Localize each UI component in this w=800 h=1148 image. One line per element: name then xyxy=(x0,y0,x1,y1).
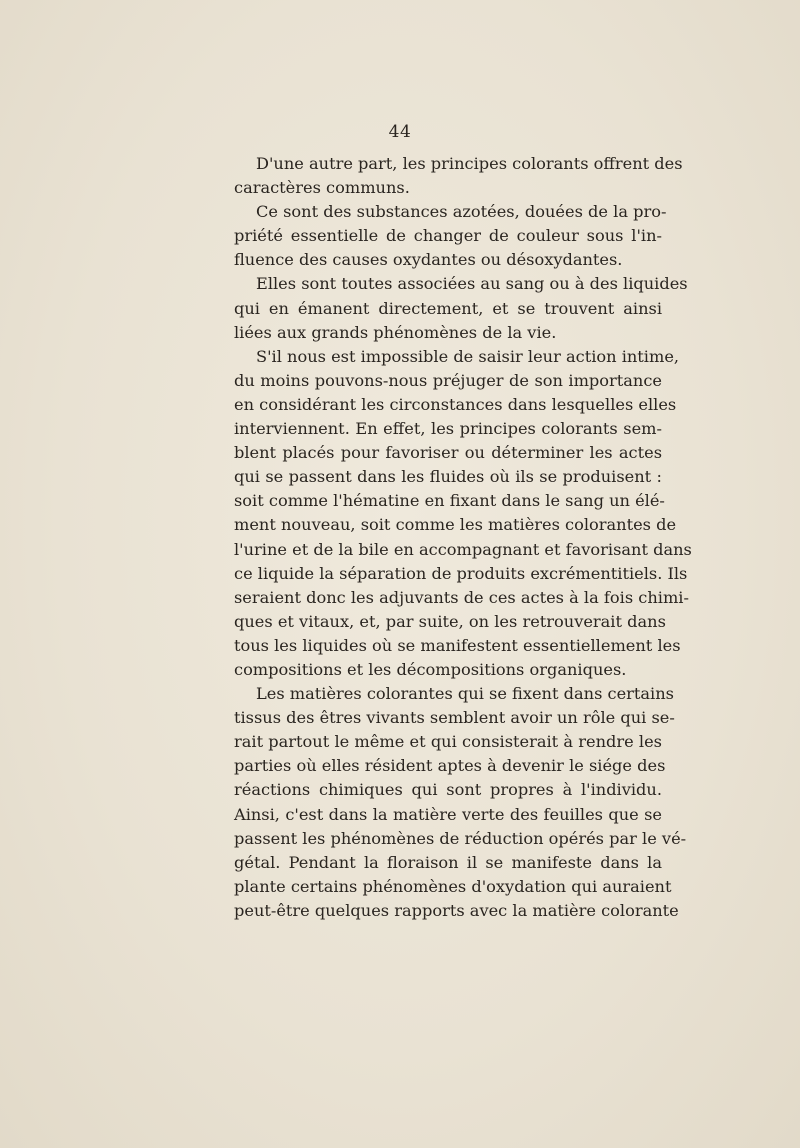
text-line: liées aux grands phénomènes de la vie. xyxy=(234,322,557,342)
text-line: peut-être quelques rapports avec la matière colorante xyxy=(234,900,679,920)
text-line: ce liquide la séparation de produits excrémentitiels. Ils xyxy=(234,563,688,583)
text-line: blent placés pour favoriser ou déterminer les actes xyxy=(234,443,662,463)
text-line: ment nouveau, soit comme les matières colorantes de xyxy=(234,515,677,535)
text-line: ques et vitaux, et, par suite, on les retrouverait dans xyxy=(234,611,666,631)
text-line: Les matières colorantes qui se fixent dans certains xyxy=(256,684,674,704)
body-text xyxy=(234,152,692,923)
text-line: qui se passent dans les fluides où ils se produisent : xyxy=(234,467,662,487)
text-line: Ce sont des substances azotées, douées de la pro- xyxy=(256,202,667,222)
text-line: réactions chimiques qui sont propres à l'individu. xyxy=(234,780,662,800)
text-line: rait partout le même et qui consisterait à rendre les xyxy=(234,732,662,752)
text-line: priété essentielle de changer de couleur sous l'in- xyxy=(234,226,662,246)
text-line: caractères communs. xyxy=(234,178,410,198)
text-line: S'il nous est impossible de saisir leur action intime, xyxy=(256,346,680,366)
text-line: fluence des causes oxydantes ou désoxydantes. xyxy=(234,250,623,270)
text-line: qui en émanent directement, et se trouvent ainsi xyxy=(234,298,662,318)
text-line: tous les liquides où se manifestent essentiellement les xyxy=(234,635,681,655)
text-line: plante certains phénomènes d'oxydation qui auraient xyxy=(234,876,672,896)
text-line: parties où elles résident aptes à devenir le siége des xyxy=(234,756,666,776)
text-line: tissus des êtres vivants semblent avoir un rôle qui se- xyxy=(234,708,675,728)
text-line: soit comme l'hématine en fixant dans le sang un élé- xyxy=(234,491,665,511)
text-line: du moins pouvons-nous préjuger de son importance xyxy=(234,370,662,390)
text-line: compositions et les décompositions organiques. xyxy=(234,659,627,679)
text-line: D'une autre part, les principes colorants offrent des xyxy=(256,154,683,173)
page-number: 44 xyxy=(388,122,412,142)
text-line: Ainsi, c'est dans la matière verte des feuilles que se xyxy=(234,804,662,824)
text-line: passent les phénomènes de réduction opérés par le vé- xyxy=(234,828,687,848)
text-line: en considérant les circonstances dans lesquelles elles xyxy=(234,394,677,414)
text-line: Elles sont toutes associées au sang ou à des liquides xyxy=(256,274,688,294)
text-line: interviennent. En effet, les principes colorants sem- xyxy=(234,419,662,439)
text-line: gétal. Pendant la floraison il se manifeste dans la xyxy=(234,852,662,872)
text-line: l'urine et de la bile en accompagnant et favorisant dans xyxy=(234,539,692,559)
text-line: seraient donc les adjuvants de ces actes à la fois chimi- xyxy=(234,587,689,607)
